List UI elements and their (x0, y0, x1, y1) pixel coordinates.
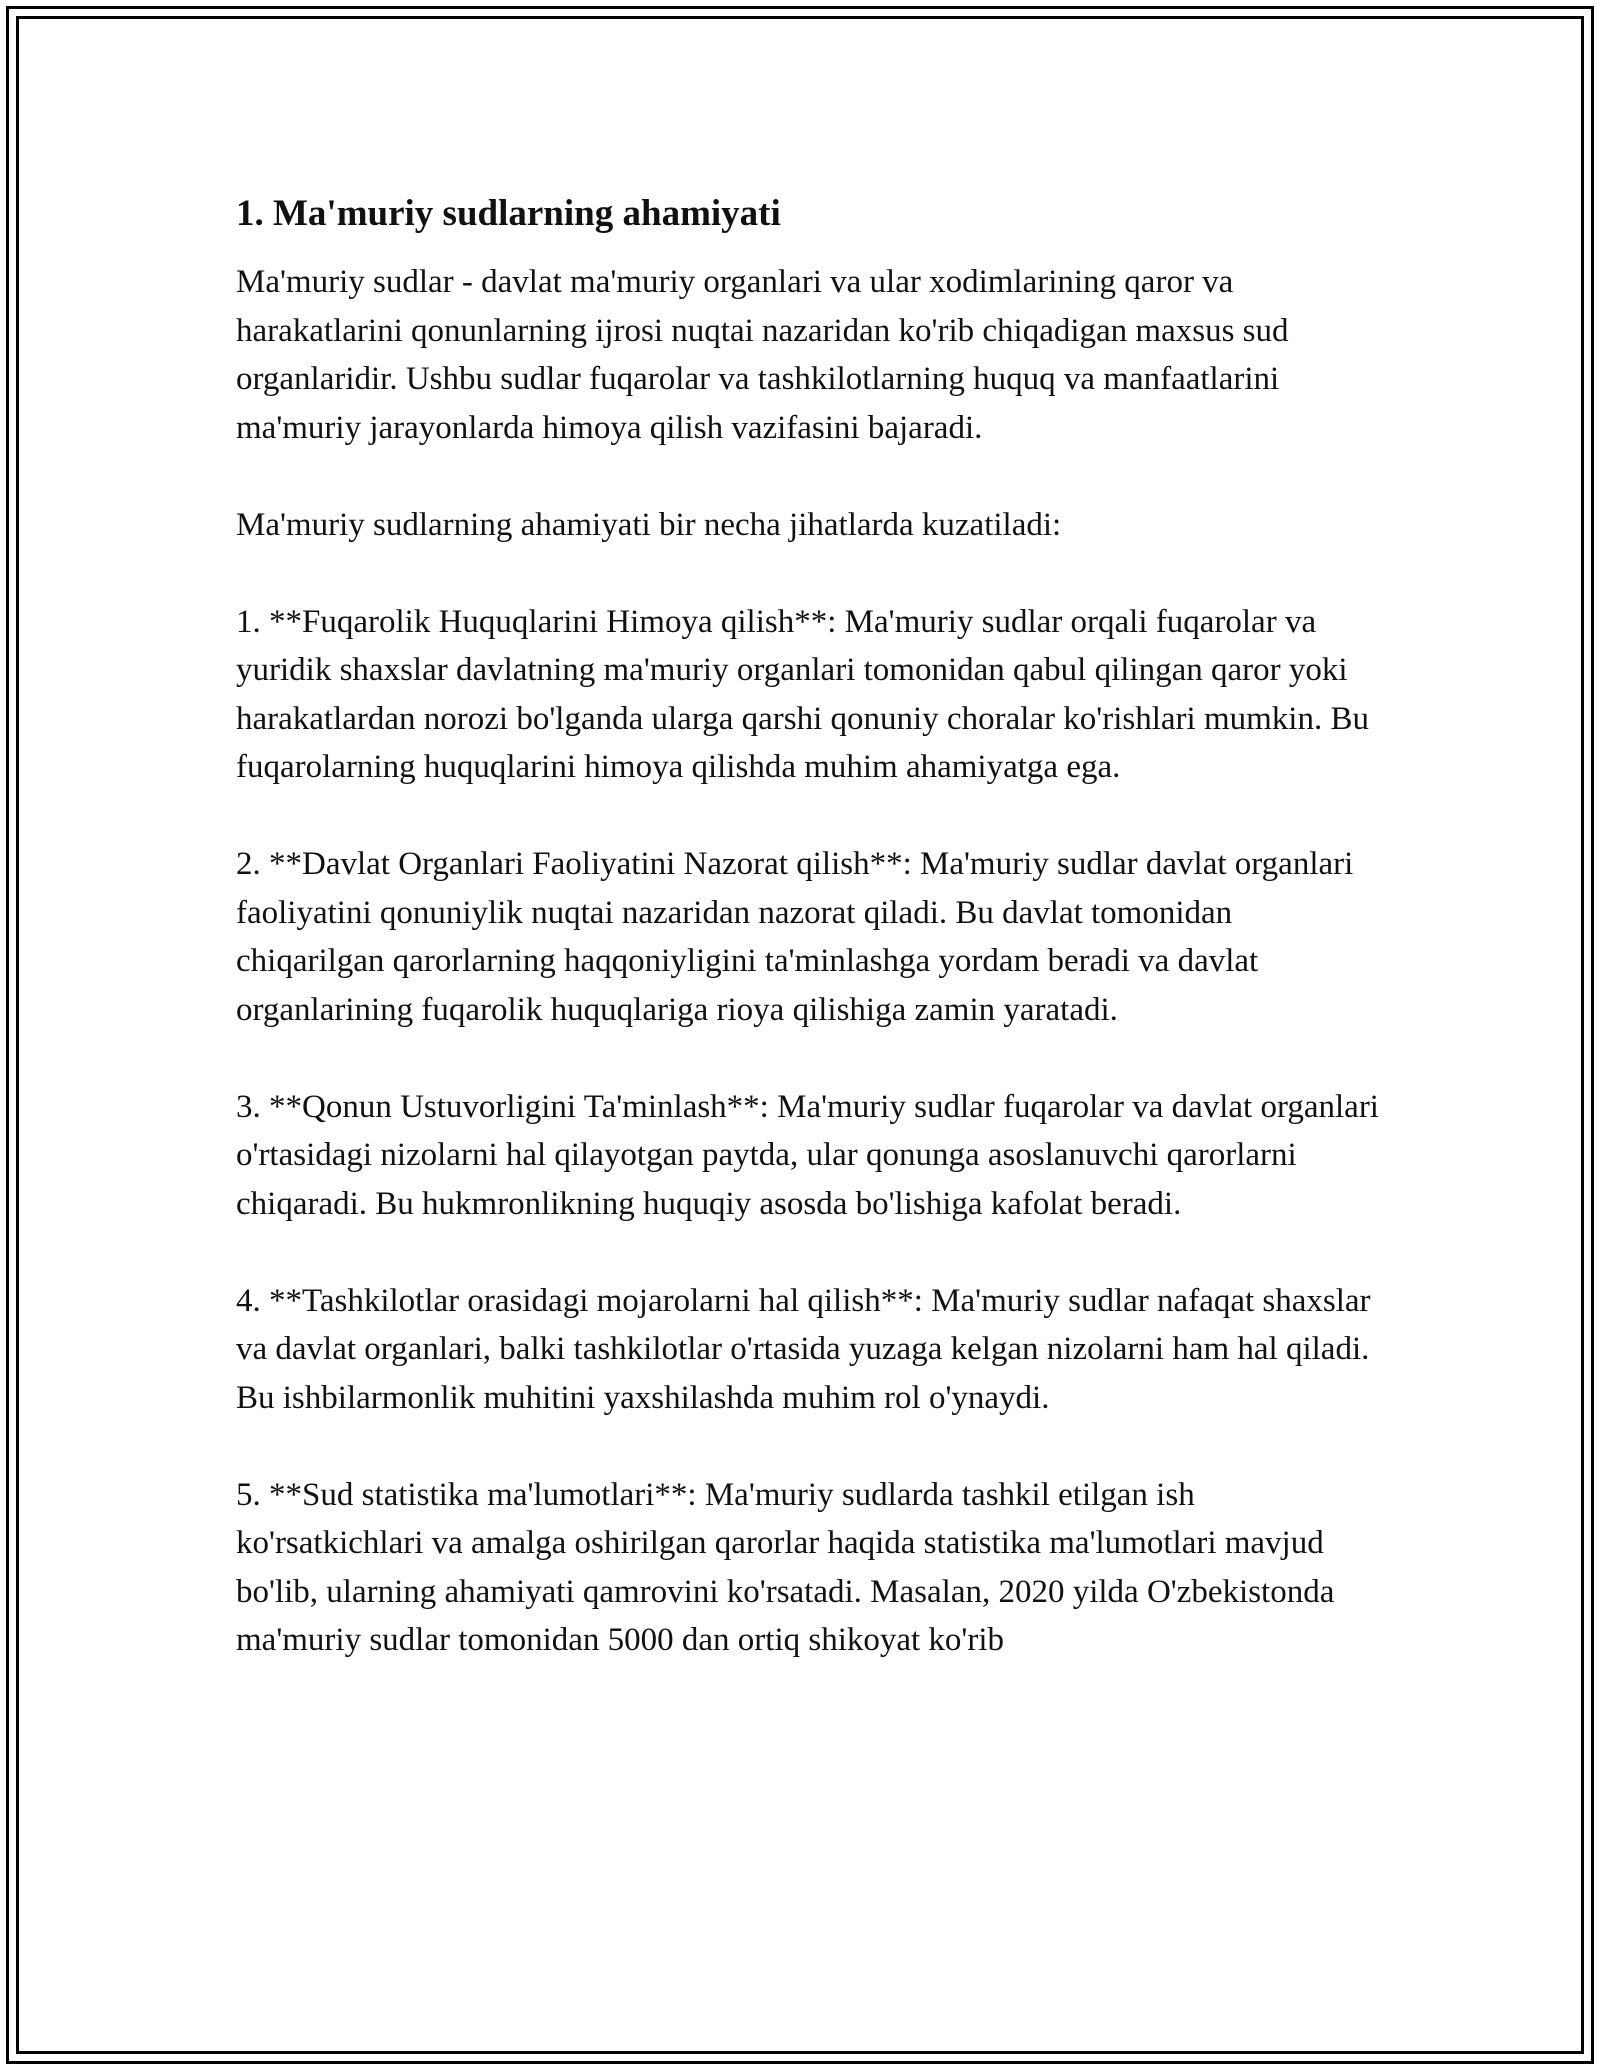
lead-in-paragraph: Ma'muriy sudlarning ahamiyati bir necha jihatlarda kuzatiladi: (236, 506, 1062, 543)
document-body (236, 190, 1386, 1713)
list-item-2: 2. **Davlat Organlari Faoliyatini Nazorat qilish**: Ma'muriy sudlar davlat organlari faoliyatini qonuniylik nuqtai nazaridan nazorat qiladi. Bu davlat tomonidan chiqarilgan qarorlarning haqqoniyligini ta'minlashga yordam beradi va davlat organlarining fuqarolik huquqlariga rioya qilishiga zamin yaratadi. (236, 846, 1354, 1028)
intro-paragraph: Ma'muriy sudlar - davlat ma'muriy organlari va ular xodimlarining qaror va harakatlarini qonunlarning ijrosi nuqtai nazaridan ko'rib chiqadigan maxsus sud organlaridir. Ushbu sudlar fuqarolar va tashkilotlarning huquq va manfaatlarini ma'muriy jarayonlarda himoya qilish vazifasini bajaradi. (236, 264, 1289, 446)
section-heading: 1. Ma'muriy sudlarning ahamiyati (236, 193, 781, 234)
list-item-1: 1. **Fuqarolik Huquqlarini Himoya qilish**: Ma'muriy sudlar orqali fuqarolar va yuridik shaxslar davlatning ma'muriy organlari tomonidan qabul qilingan qaror yoki harakatlardan norozi bo'lganda ularga qarshi qonuniy choralar ko'rishlari mumkin. Bu fuqarolarning huquqlarini himoya qilishda muhim ahamiyatga ega. (236, 603, 1369, 785)
list-item-3: 3. **Qonun Ustuvorligini Ta'minlash**: Ma'muriy sudlar fuqarolar va davlat organlari o'rtasidagi nizolarni hal qilayotgan paytda, ular qonunga asoslanuvchi qarorlarni chiqaradi. Bu hukmronlikning huquqiy asosda bo'lishiga kafolat beradi. (236, 1088, 1379, 1222)
list-item-5: 5. **Sud statistika ma'lumotlari**: Ma'muriy sudlarda tashkil etilgan ish ko'rsatkichlari va amalga oshirilgan qarorlar haqida statistika ma'lumotlari mavjud bo'lib, ularning ahamiyati qamrovini ko'rsatadi. Masalan, 2020 yilda O'zbekistonda ma'muriy sudlar tomonidan 5000 dan ortiq shikoyat ko'rib (236, 1476, 1335, 1658)
list-item-4: 4. **Tashkilotlar orasidagi mojarolarni hal qilish**: Ma'muriy sudlar nafaqat shaxslar va davlat organlari, balki tashkilotlar o'rtasida yuzaga kelgan nizolarni ham hal qiladi. Bu ishbilarmonlik muhitini yaxshilashda muhim rol o'ynaydi. (236, 1282, 1371, 1416)
